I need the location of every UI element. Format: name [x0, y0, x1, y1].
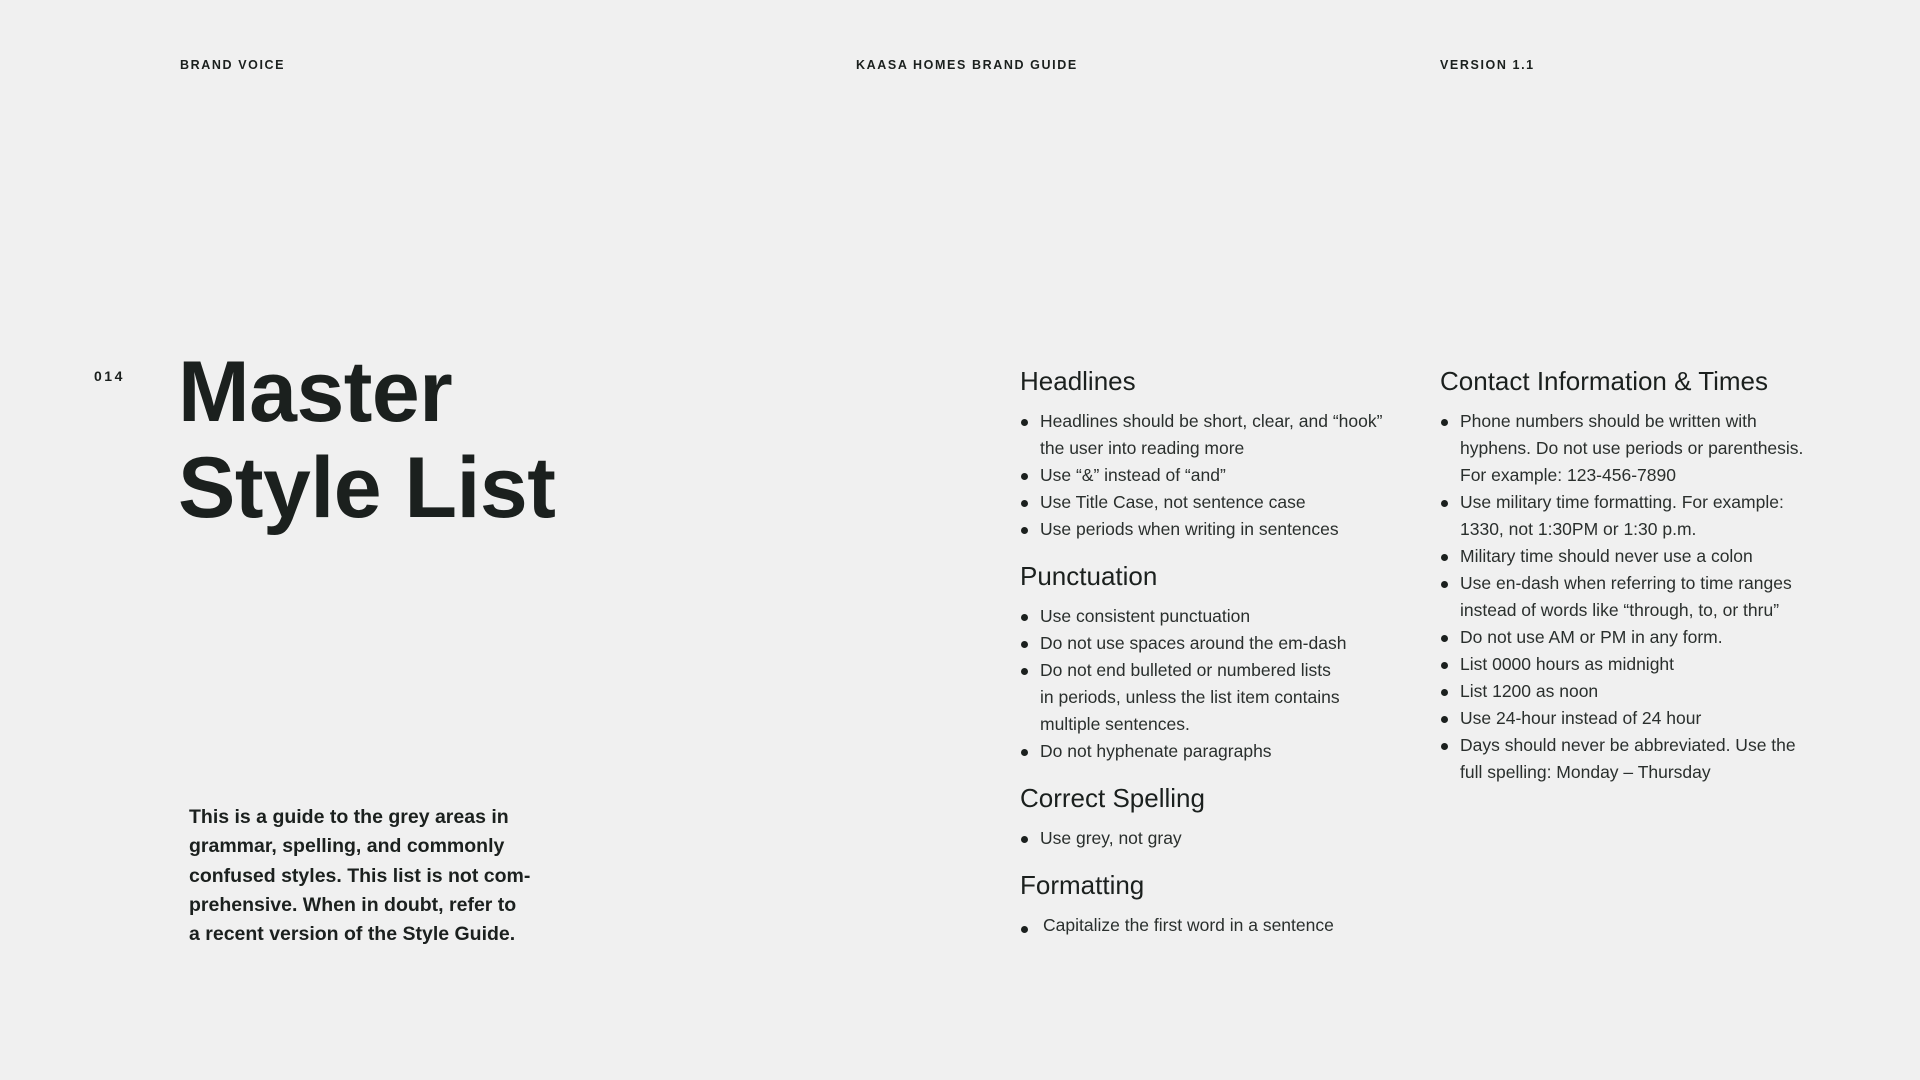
section-label: BRAND VOICE	[180, 58, 286, 72]
list-item-line: Do not hyphenate paragraphs	[1040, 741, 1272, 761]
list-item-line: hyphens. Do not use periods or parenthesis.	[1460, 438, 1804, 458]
list-item-line: List 1200 as noon	[1460, 681, 1599, 701]
list-item-line: Phone numbers should be written with	[1460, 411, 1757, 431]
bullet-list	[1020, 603, 1420, 765]
list-item-line: Use grey, not gray	[1040, 828, 1182, 848]
list-item-line: Do not end bulleted or numbered lists	[1040, 660, 1331, 680]
list-item	[1440, 408, 1860, 489]
list-item	[1440, 678, 1860, 705]
list-item	[1440, 489, 1860, 543]
list-item-line: in periods, unless the list item contains	[1040, 687, 1340, 707]
list-item	[1020, 912, 1420, 939]
section-title: Punctuation	[1020, 561, 1158, 591]
document-title: KAASA HOMES BRAND GUIDE	[856, 58, 1078, 72]
version-label: VERSION 1.1	[1440, 58, 1535, 72]
intro-line: confused styles. This list is not com-	[189, 864, 531, 887]
section-title: Contact Information & Times	[1440, 366, 1769, 396]
list-item	[1020, 603, 1420, 630]
bullet-list	[1020, 408, 1420, 543]
list-item-line: List 0000 hours as midnight	[1460, 654, 1675, 674]
list-item-line: full spelling: Monday – Thursday	[1460, 762, 1711, 782]
list-item-line: 1330, not 1:30PM or 1:30 p.m.	[1460, 519, 1697, 539]
intro-line: This is a guide to the grey areas in	[189, 806, 509, 828]
section-contact-information-times	[1440, 362, 1860, 786]
section-title: Formatting	[1020, 870, 1145, 900]
bullet-list	[1020, 825, 1420, 852]
list-item-line: Capitalize the first word in a sentence	[1043, 915, 1334, 935]
section-correct-spelling	[1020, 779, 1420, 852]
list-item	[1020, 825, 1420, 852]
list-item	[1440, 624, 1860, 651]
intro-line: a recent version of the Style Guide.	[189, 923, 516, 946]
list-item	[1020, 630, 1420, 657]
intro-paragraph	[189, 803, 539, 949]
list-item-line: Use en-dash when referring to time ranges	[1460, 573, 1792, 593]
page-title	[178, 344, 555, 536]
page-title-line: Master	[178, 344, 453, 440]
list-item-line: Use periods when writing in sentences	[1040, 519, 1339, 539]
list-item	[1020, 489, 1420, 516]
list-item	[1020, 462, 1420, 489]
section-title: Correct Spelling	[1020, 783, 1205, 813]
bullet-list	[1020, 912, 1420, 939]
list-item-line: instead of words like “through, to, or thru”	[1460, 600, 1780, 620]
list-item	[1020, 657, 1420, 738]
list-item	[1440, 543, 1860, 570]
intro-line: prehensive. When in doubt, refer to	[189, 893, 517, 916]
list-item	[1440, 732, 1860, 786]
list-item	[1440, 570, 1860, 624]
list-item-line: Use consistent punctuation	[1040, 606, 1251, 626]
page-number: 014	[94, 368, 125, 384]
list-item	[1020, 738, 1420, 765]
list-item	[1440, 705, 1860, 732]
rules-column-right	[1440, 362, 1860, 786]
list-item-line: Use Title Case, not sentence case	[1040, 492, 1306, 512]
list-item-line: Use “&” instead of “and”	[1040, 465, 1226, 485]
list-item-line: For example: 123-456-7890	[1460, 465, 1676, 485]
list-item-line: Days should never be abbreviated. Use the	[1460, 735, 1796, 755]
list-item-line: Use military time formatting. For example:	[1460, 492, 1784, 512]
section-punctuation	[1020, 557, 1420, 765]
section-formatting	[1020, 866, 1420, 939]
section-headlines	[1020, 362, 1420, 543]
list-item-line: Military time should never use a colon	[1460, 546, 1753, 566]
list-item	[1020, 516, 1420, 543]
rules-column-middle	[1020, 362, 1420, 939]
bullet-list	[1440, 408, 1860, 786]
list-item	[1020, 408, 1420, 462]
list-item-line: Use 24-hour instead of 24 hour	[1460, 708, 1702, 728]
page-title-line: Style List	[178, 440, 556, 536]
list-item-line: Headlines should be short, clear, and “hook”	[1040, 411, 1383, 431]
intro-line: grammar, spelling, and commonly	[189, 835, 505, 858]
list-item-line: Do not use spaces around the em-dash	[1040, 633, 1347, 653]
list-item-line: multiple sentences.	[1040, 714, 1190, 734]
list-item-line: Do not use AM or PM in any form.	[1460, 627, 1723, 647]
list-item	[1440, 651, 1860, 678]
section-title: Headlines	[1020, 366, 1136, 396]
list-item-line: the user into reading more	[1040, 438, 1245, 458]
